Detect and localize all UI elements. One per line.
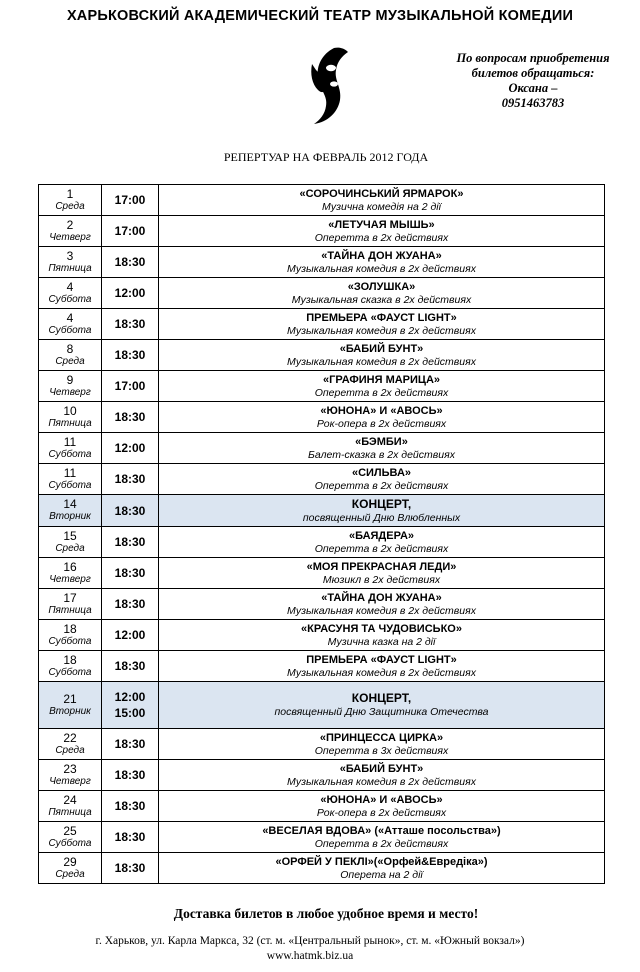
weekday: Четверг — [49, 231, 91, 243]
time-cell — [102, 278, 159, 309]
date-cell — [39, 558, 102, 589]
show-time: 18:30 — [114, 597, 146, 611]
date-cell — [39, 340, 102, 371]
show-time: 18:30 — [114, 830, 146, 844]
time-cell — [102, 729, 159, 760]
date-cell — [39, 620, 102, 651]
show-genre: посвященный Дню Влюбленных — [302, 511, 461, 524]
show-cell — [159, 309, 605, 340]
show-cell — [159, 464, 605, 495]
show-time: 17:00 — [114, 379, 146, 393]
show-time: 18:30 — [114, 348, 146, 362]
date-cell — [39, 216, 102, 247]
show-title: «БАЯДЕРА» — [348, 529, 415, 542]
weekday: Пятница — [48, 262, 92, 274]
weekday: Пятница — [48, 417, 92, 429]
date-cell — [39, 278, 102, 309]
show-time: 18:30 — [114, 503, 146, 518]
show-title: «ГРАФИНЯ МАРИЦА» — [322, 373, 441, 386]
website-link[interactable]: www.hatmk.biz.ua — [266, 950, 354, 962]
day-number: 4 — [66, 279, 74, 294]
contact-line: Оксана – — [508, 81, 558, 95]
date-cell — [39, 651, 102, 682]
time-cell — [102, 791, 159, 822]
show-title: «ЛЕТУЧАЯ МЫШЬ» — [328, 218, 435, 231]
show-title: «ТАЙНА ДОН ЖУАНА» — [321, 249, 442, 262]
show-genre: Рок-опера в 2х действиях — [316, 417, 447, 430]
show-title: «ОРФЕЙ У ПЕКЛІ»(«Орфей&Евредіка») — [275, 855, 488, 868]
date-cell — [39, 495, 102, 527]
time-cell — [102, 309, 159, 340]
repertoire-title: РЕПЕРТУАР НА ФЕВРАЛЬ 2012 ГОДА — [223, 150, 429, 164]
time-cell — [102, 340, 159, 371]
date-cell — [39, 185, 102, 216]
show-genre: Музыкальная комедия в 2х действиях — [287, 324, 476, 337]
show-cell — [159, 371, 605, 402]
show-cell — [159, 247, 605, 278]
day-number: 8 — [66, 341, 74, 356]
contact-line: билетов обращаться: — [471, 66, 595, 80]
weekday: Пятница — [48, 604, 92, 616]
schedule-row — [39, 495, 605, 527]
show-time: 12:00 — [114, 628, 146, 642]
time-cell — [102, 620, 159, 651]
show-cell — [159, 589, 605, 620]
contact-line: По вопросам приобретения — [456, 51, 610, 65]
time-cell — [102, 433, 159, 464]
schedule-row — [39, 620, 605, 651]
show-genre: Музична казка на 2 дії — [327, 635, 436, 648]
schedule-row — [39, 729, 605, 760]
show-title: «БАБИЙ БУНТ» — [339, 762, 424, 775]
show-genre: Оперетта в 2х действиях — [314, 837, 449, 850]
show-cell — [159, 216, 605, 247]
show-time: 18:30 — [114, 768, 146, 782]
time-cell — [102, 853, 159, 884]
weekday: Суббота — [48, 479, 92, 491]
show-cell — [159, 791, 605, 822]
time-cell — [102, 760, 159, 791]
show-time: 18:30 — [114, 659, 146, 673]
time-cell — [102, 558, 159, 589]
schedule-row — [39, 216, 605, 247]
date-cell — [39, 853, 102, 884]
day-number: 14 — [63, 497, 77, 511]
show-time: 17:00 — [114, 193, 146, 207]
address: г. Харьков, ул. Карла Маркса, 32 (ст. м. «Центральный рынок», ст. м. «Южный вокзал») — [95, 935, 525, 947]
date-cell — [39, 682, 102, 729]
schedule-row — [39, 433, 605, 464]
show-genre: Оперетта в 2х действиях — [314, 386, 449, 399]
show-title: «БЭМБИ» — [355, 435, 408, 448]
weekday: Суббота — [48, 324, 92, 336]
show-title: КОНЦЕРТ, — [351, 691, 412, 705]
weekday: Среда — [55, 355, 85, 367]
time-cell — [102, 527, 159, 558]
day-number: 2 — [66, 217, 74, 232]
show-genre: Оперетта в 2х действиях — [314, 231, 449, 244]
show-genre: Оперетта в 3х действиях — [314, 744, 449, 757]
show-title: «СОРОЧИНСЬКИЙ ЯРМАРОК» — [299, 187, 464, 200]
time-cell — [102, 495, 159, 527]
time-cell — [102, 247, 159, 278]
schedule-row — [39, 309, 605, 340]
schedule-row — [39, 247, 605, 278]
day-number: 11 — [63, 434, 77, 449]
time-cell — [102, 402, 159, 433]
schedule-row — [39, 682, 605, 729]
weekday: Вторник — [49, 705, 91, 717]
show-cell — [159, 822, 605, 853]
show-title: ПРЕМЬЕРА «ФАУСТ LIGHT» — [306, 311, 457, 324]
show-genre: Музыкальная комедия в 2х действиях — [287, 262, 476, 275]
date-cell — [39, 729, 102, 760]
weekday: Среда — [55, 542, 85, 554]
show-time: 18:30 — [114, 861, 146, 875]
show-genre: Балет-сказка в 2х действиях — [308, 448, 455, 461]
show-cell — [159, 853, 605, 884]
schedule-row — [39, 822, 605, 853]
date-cell — [39, 589, 102, 620]
time-cell — [102, 651, 159, 682]
weekday: Среда — [55, 744, 85, 756]
schedule-row — [39, 371, 605, 402]
show-title: КОНЦЕРТ, — [351, 496, 412, 511]
schedule-row — [39, 589, 605, 620]
show-cell — [159, 527, 605, 558]
day-number: 3 — [66, 248, 74, 263]
schedule-row — [39, 527, 605, 558]
show-cell — [159, 729, 605, 760]
date-cell — [39, 527, 102, 558]
show-time: 18:30 — [114, 410, 146, 424]
weekday: Четверг — [49, 386, 91, 398]
show-title: «ПРИНЦЕССА ЦИРКА» — [319, 731, 444, 744]
weekday: Вторник — [49, 511, 91, 522]
show-time: 18:30 — [114, 317, 146, 331]
show-time: 12:00 — [114, 286, 146, 300]
schedule-row — [39, 185, 605, 216]
show-genre: Музыкальная комедия в 2х действиях — [287, 604, 476, 617]
show-time: 18:30 — [114, 799, 146, 813]
show-title: «КРАСУНЯ ТА ЧУДОВИСЬКО» — [301, 622, 462, 635]
weekday: Среда — [55, 200, 85, 212]
date-cell — [39, 371, 102, 402]
show-genre: Музыкальная сказка в 2х действиях — [291, 293, 472, 306]
show-genre: Музична комедія на 2 дії — [322, 200, 441, 213]
show-cell — [159, 402, 605, 433]
date-cell — [39, 464, 102, 495]
show-cell — [159, 340, 605, 371]
day-number: 29 — [63, 854, 77, 869]
weekday: Суббота — [48, 293, 92, 305]
day-number: 1 — [66, 186, 74, 201]
schedule-row — [39, 402, 605, 433]
date-cell — [39, 402, 102, 433]
show-cell — [159, 495, 605, 527]
date-cell — [39, 791, 102, 822]
day-number: 4 — [66, 310, 74, 325]
show-title: «БАБИЙ БУНТ» — [339, 342, 424, 355]
weekday: Суббота — [48, 448, 92, 460]
time-cell — [102, 371, 159, 402]
time-cell — [102, 822, 159, 853]
schedule-row — [39, 760, 605, 791]
show-title: «ВЕСЕЛАЯ ВДОВА» («Атташе посольства») — [262, 824, 501, 837]
show-time: 18:30 — [114, 566, 146, 580]
date-cell — [39, 433, 102, 464]
show-cell — [159, 682, 605, 729]
day-number: 23 — [63, 761, 77, 776]
day-number: 18 — [63, 621, 77, 636]
show-cell — [159, 278, 605, 309]
schedule-row — [39, 791, 605, 822]
day-number: 21 — [63, 691, 77, 706]
schedule-row — [39, 464, 605, 495]
show-genre: Музыкальная комедия в 2х действиях — [287, 775, 476, 788]
day-number: 9 — [66, 372, 74, 387]
weekday: Суббота — [48, 666, 92, 678]
show-genre: Оперетта в 2х действиях — [314, 479, 449, 492]
weekday: Четверг — [49, 573, 91, 585]
date-cell — [39, 309, 102, 340]
weekday: Пятница — [48, 806, 92, 818]
show-cell — [159, 433, 605, 464]
date-cell — [39, 822, 102, 853]
schedule-row — [39, 340, 605, 371]
weekday: Суббота — [48, 635, 92, 647]
weekday: Четверг — [49, 775, 91, 787]
show-title: «ТАЙНА ДОН ЖУАНА» — [321, 591, 442, 604]
show-genre: Мюзикл в 2х действиях — [322, 573, 441, 586]
show-time-second: 15:00 — [114, 706, 146, 720]
show-cell — [159, 760, 605, 791]
show-genre: Рок-опера в 2х действиях — [316, 806, 447, 819]
show-time: 17:00 — [114, 224, 146, 238]
day-number: 15 — [63, 528, 77, 543]
show-time: 18:30 — [114, 472, 146, 486]
day-number: 18 — [63, 652, 77, 667]
day-number: 11 — [63, 465, 77, 480]
weekday: Суббота — [48, 837, 92, 849]
show-time: 12:00 — [114, 441, 146, 455]
schedule-row — [39, 278, 605, 309]
schedule-row — [39, 651, 605, 682]
time-cell — [102, 464, 159, 495]
time-cell — [102, 682, 159, 729]
show-time: 12:00 — [114, 690, 146, 704]
show-title: ПРЕМЬЕРА «ФАУСТ LIGHT» — [306, 653, 457, 666]
show-genre: посвященный Дню Защитника Отечества — [274, 706, 489, 718]
date-cell — [39, 247, 102, 278]
show-time: 18:30 — [114, 255, 146, 269]
show-time: 18:30 — [114, 737, 146, 751]
day-number: 17 — [63, 590, 77, 605]
day-number: 24 — [63, 792, 77, 807]
show-cell — [159, 620, 605, 651]
delivery-note: Доставка билетов в любое удобное время и место! — [173, 906, 479, 921]
contact-phone: 0951463783 — [501, 96, 565, 110]
time-cell — [102, 589, 159, 620]
ticket-contact — [436, 51, 630, 111]
show-cell — [159, 558, 605, 589]
date-cell — [39, 760, 102, 791]
time-cell — [102, 216, 159, 247]
day-number: 10 — [63, 403, 77, 418]
show-title: «ЮНОНА» И «АВОСЬ» — [320, 793, 443, 806]
show-title: «ЮНОНА» И «АВОСЬ» — [320, 404, 443, 417]
show-title: «ЗОЛУШКА» — [347, 280, 416, 293]
schedule-row — [39, 558, 605, 589]
show-time: 18:30 — [114, 535, 146, 549]
show-genre: Музыкальная комедия в 2х действиях — [287, 355, 476, 368]
show-cell — [159, 185, 605, 216]
day-number: 22 — [63, 730, 77, 745]
show-genre: Оперетта в 2х действиях — [314, 542, 449, 555]
show-genre: Оперета на 2 дії — [340, 868, 423, 881]
show-genre: Музыкальная комедия в 2х действиях — [287, 666, 476, 679]
time-cell — [102, 185, 159, 216]
theater-name: ХАРЬКОВСКИЙ АКАДЕМИЧЕСКИЙ ТЕАТР МУЗЫКАЛЬНОЙ КОМЕДИИ — [66, 8, 574, 24]
day-number: 16 — [63, 559, 77, 574]
show-cell — [159, 651, 605, 682]
schedule-row — [39, 853, 605, 884]
day-number: 25 — [63, 823, 77, 838]
theater-mask-logo-icon — [304, 44, 352, 128]
weekday: Среда — [55, 868, 85, 880]
show-title: «МОЯ ПРЕКРАСНАЯ ЛЕДИ» — [306, 560, 457, 573]
schedule-table — [38, 184, 605, 884]
show-title: «СИЛЬВА» — [351, 466, 412, 479]
